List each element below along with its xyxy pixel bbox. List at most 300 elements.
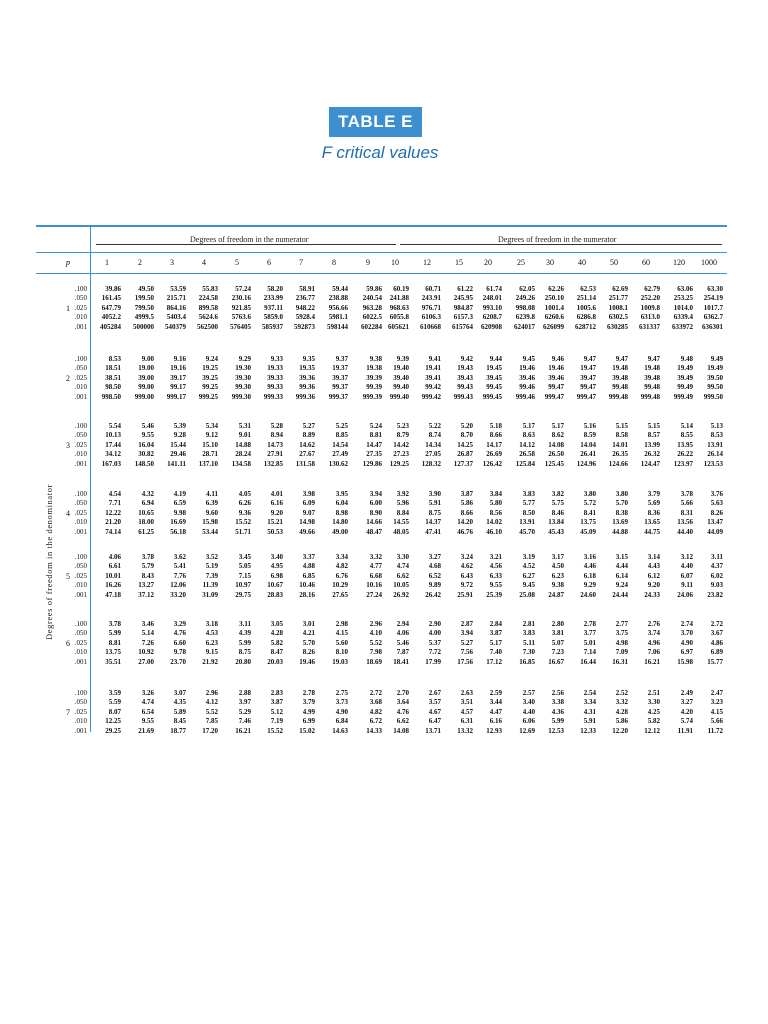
table-cell: 4.28 [270,629,283,638]
table-cell: 99.47 [548,383,564,392]
table-cell: 2.49 [680,689,693,697]
table-cell: 9.29 [238,355,251,363]
table-cell: 3.84 [489,490,502,498]
table-cell: 38.51 [105,373,121,382]
table-cell: 2.70 [396,689,409,697]
table-cell: 2.75 [335,689,348,697]
table-cell: 6239.8 [515,313,535,322]
table-cell: 5403.4 [166,313,186,322]
table-cell: 8.74 [428,431,441,440]
table-cell: 19.35 [299,364,315,373]
table-cell: 405284 [100,322,121,331]
p-value: .025 [74,303,87,312]
table-cell: 3.11 [711,553,723,561]
table-cell: 2.83 [270,689,283,697]
table-cell: 9.03 [710,581,723,590]
table-cell: 6.31 [460,717,473,726]
table-cell: 5.27 [302,422,315,430]
table-cell: 4.15 [335,629,348,638]
table-cell: 15.10 [202,440,218,449]
table-row [36,518,727,527]
table-cell: 8.38 [615,508,628,517]
table-cell: 636301 [702,322,723,331]
table-cell: 7.76 [173,571,186,580]
table-cell: 39.37 [332,373,348,382]
table-cell: 27.91 [267,450,283,459]
table-cell: 999.47 [544,392,564,401]
p-value: .100 [74,620,87,628]
table-cell: 3.51 [460,698,473,707]
table-cell: 9.98 [173,508,186,517]
table-cell: 7.40 [489,648,502,657]
p-value: .010 [74,450,87,459]
table-cell: 5.86 [615,717,628,726]
table-cell: 4.21 [302,629,315,638]
table-cell: 125.45 [544,459,564,468]
table-cell: 8.59 [583,431,596,440]
p-value: .050 [74,294,87,303]
table-cell: 5.34 [205,422,218,430]
table-cell: 5.23 [396,422,409,430]
p-value: .025 [74,373,87,382]
table-cell: 6208.7 [482,313,502,322]
numerator-underline-right [400,244,722,245]
table-cell: 20.03 [267,657,283,666]
table-cell: 12.53 [548,726,564,735]
p-value: .050 [74,364,87,373]
table-cell: 13.47 [707,518,723,527]
table-cell: 4.76 [173,629,186,638]
table-cell: 6.72 [369,717,382,726]
table-cell: 5.19 [205,562,218,571]
table-cell: 14.42 [393,440,409,449]
table-cell: 44.88 [612,527,628,536]
table-cell: 240.54 [362,294,382,303]
table-cell: 3.44 [489,698,502,707]
table-cell: 199.50 [134,294,154,303]
table-cell: 3.26 [141,689,154,697]
table-cell: 99.45 [486,383,502,392]
table-cell: 9.33 [270,355,283,363]
table-cell: 19.46 [519,364,535,373]
table-cell: 6.68 [369,571,382,580]
table-cell: 16.69 [170,518,186,527]
table-cell: 3.34 [335,553,348,561]
table-row [36,304,727,313]
table-cell: 8.31 [680,508,693,517]
table-cell: 799.50 [134,303,154,312]
table-cell: 14.25 [457,440,473,449]
table-cell: 630285 [607,322,628,331]
table-cell: 14.54 [332,440,348,449]
table-cell: 99.43 [457,383,473,392]
table-cell: 948.22 [295,303,315,312]
table-cell: 6.97 [680,648,693,657]
table-cell: 999.00 [134,392,154,401]
table-cell: 976.71 [421,303,441,312]
table-cell: 8.41 [583,508,596,517]
table-cell: 35.51 [105,657,121,666]
p-value: .100 [74,355,87,363]
table-cell: 39.48 [612,373,628,382]
table-cell: 5.70 [302,638,315,647]
table-cell: 605621 [388,322,409,331]
table-cell: 233.99 [263,294,283,303]
denominator-df: 3 [66,440,70,450]
table-cell: 6.00 [369,499,382,508]
table-cell: 2.98 [335,620,348,628]
table-row [36,294,727,303]
table-cell: 9.07 [302,508,315,517]
table-cell: 19.47 [580,364,596,373]
table-row [36,499,727,508]
table-cell: 8.46 [551,508,564,517]
table-cell: 123.53 [703,459,723,468]
p-value: .010 [74,313,87,322]
table-cell: 5.86 [460,499,473,508]
table-row [36,490,727,499]
table-cell: 5.22 [428,422,441,430]
p-value: .001 [74,657,87,666]
table-badge: TABLE E [329,107,422,137]
table-cell: 99.17 [170,383,186,392]
table-cell: 3.78 [108,620,121,628]
table-cell: 3.94 [460,629,473,638]
table-cell: 39.48 [644,373,660,382]
table-cell: 4.00 [428,629,441,638]
table-cell: 984.87 [453,303,473,312]
table-cell: 6313.0 [640,313,660,322]
table-cell: 4.01 [270,490,283,498]
table-cell: 4.31 [583,707,596,716]
table-cell: 11.72 [707,726,723,735]
table-cell: 4.37 [710,562,723,571]
table-cell: 5.17 [551,422,564,430]
table-cell: 4.28 [615,707,628,716]
table-cell: 125.84 [515,459,535,468]
table-cell: 602284 [361,322,382,331]
table-cell: 3.79 [647,490,660,498]
table-cell: 5.17 [489,638,502,647]
table-cell: 29.75 [235,590,251,599]
table-cell: 8.36 [647,508,660,517]
table-cell: 8.81 [369,431,382,440]
table-cell: 47.18 [105,590,121,599]
table-row [36,509,727,518]
table-cell: 3.74 [647,629,660,638]
table-cell: 49.00 [332,527,348,536]
table-cell: 999.50 [703,392,723,401]
table-cell: 6.06 [522,717,535,726]
table-cell: 8.53 [108,355,121,363]
table-cell: 631337 [639,322,660,331]
table-cell: 4.50 [551,562,564,571]
table-cell: 19.41 [425,364,441,373]
table-cell: 1001.4 [544,303,564,312]
table-cell: 10.65 [138,508,154,517]
table-cell: 9.72 [460,581,473,590]
table-cell: 12.22 [105,508,121,517]
table-cell: 8.07 [108,707,121,716]
table-cell: 5.16 [583,422,596,430]
table-row [36,374,727,383]
table-cell: 44.09 [707,527,723,536]
table-cell: 167.03 [101,459,121,468]
table-cell: 3.94 [369,490,382,498]
table-cell: 18.51 [105,364,121,373]
table-cell: 6.76 [335,571,348,580]
table-cell: 4.74 [141,698,154,707]
table-cell: 4.36 [551,707,564,716]
table-cell: 17.56 [457,657,473,666]
table-row [36,364,727,373]
table-cell: 8.89 [302,431,315,440]
table-cell: 28.71 [202,450,218,459]
table-cell: 39.36 [299,373,315,382]
table-cell: 8.70 [460,431,473,440]
table-cell: 3.68 [369,698,382,707]
table-cell: 3.90 [428,490,441,498]
table-cell: 9.20 [647,581,660,590]
table-cell: 5981.1 [328,313,348,322]
table-cell: 999.49 [673,392,693,401]
table-cell: 7.71 [108,499,121,508]
table-row [36,422,727,431]
table-cell: 999.37 [328,392,348,401]
table-cell: 14.08 [548,440,564,449]
table-cell: 9.39 [396,355,409,363]
table-cell: 9.48 [680,355,693,363]
table-cell: 592873 [294,322,315,331]
table-cell: 5624.6 [198,313,218,322]
table-cell: 4.05 [238,490,251,498]
table-cell: 999.42 [421,392,441,401]
table-cell: 9.55 [489,581,502,590]
table-cell: 8.57 [647,431,660,440]
table-cell: 13.99 [644,440,660,449]
p-value: .001 [74,527,87,536]
table-cell: 15.52 [267,726,283,735]
table-cell: 39.49 [677,373,693,382]
table-cell: 3.21 [489,553,502,561]
table-cell: 18.69 [366,657,382,666]
table-cell: 10.16 [366,581,382,590]
table-cell: 5.66 [710,717,723,726]
table-cell: 8.84 [396,508,409,517]
table-cell: 9.78 [173,648,186,657]
table-cell: 3.29 [173,620,186,628]
table-cell: 10.92 [138,648,154,657]
table-cell: 5.79 [141,562,154,571]
table-cell: 252.20 [640,294,660,303]
table-cell: 4.95 [270,562,283,571]
table-cell: 27.05 [425,450,441,459]
table-cell: 9.47 [583,355,596,363]
table-cell: 19.48 [644,364,660,373]
column-header: 1 [105,258,109,267]
table-cell: 999.46 [515,392,535,401]
table-cell: 6.47 [428,717,441,726]
table-cell: 19.03 [332,657,348,666]
table-cell: 6.16 [489,717,502,726]
table-cell: 3.87 [270,698,283,707]
table-cell: 9.55 [141,717,154,726]
table-cell: 14.80 [332,518,348,527]
p-value: .001 [74,322,87,331]
table-cell: 5.24 [369,422,382,430]
table-cell: 8.43 [141,571,154,580]
p-value: .050 [74,431,87,440]
table-cell: 921.85 [231,303,251,312]
numerator-underline-left [96,244,396,245]
table-cell: 13.71 [425,726,441,735]
table-cell: 3.59 [108,689,121,697]
table-row [36,629,727,638]
table-cell: 4.10 [369,629,382,638]
table-cell: 99.50 [707,383,723,392]
table-cell: 8.63 [522,431,535,440]
table-cell: 8.55 [680,431,693,440]
table-row [36,323,727,332]
table-cell: 3.23 [710,698,723,707]
table-cell: 3.78 [141,553,154,561]
table-cell: 250.10 [544,294,564,303]
table-cell: 9.29 [583,581,596,590]
table-cell: 23.70 [170,657,186,666]
table-cell: 19.40 [393,364,409,373]
table-cell: 585937 [262,322,283,331]
table-cell: 9.16 [173,355,186,363]
table-cell: 4.82 [369,707,382,716]
table-cell: 10.67 [267,581,283,590]
table-cell: 6.33 [489,571,502,580]
table-cell: 4.99 [302,707,315,716]
table-cell: 5.91 [428,499,441,508]
table-cell: 8.81 [108,638,121,647]
table-cell: 7.23 [551,648,564,657]
table-cell: 3.83 [522,490,535,498]
table-cell: 12.12 [644,726,660,735]
table-cell: 3.05 [270,620,283,628]
table-cell: 12.33 [580,726,596,735]
table-cell: 61.25 [138,527,154,536]
table-cell: 899.58 [198,303,218,312]
table-cell: 26.14 [707,450,723,459]
table-cell: 123.97 [673,459,693,468]
table-cell: 5.82 [647,717,660,726]
column-header: 15 [455,258,463,267]
table-cell: 3.12 [680,553,693,561]
column-header: 12 [423,258,431,267]
table-row [36,383,727,392]
table-cell: 99.40 [393,383,409,392]
table-cell: 48.05 [393,527,409,536]
table-cell: 8.79 [396,431,409,440]
table-cell: 9.45 [522,581,535,590]
table-cell: 5.05 [238,562,251,571]
table-cell: 15.52 [235,518,251,527]
column-header: 10 [391,258,399,267]
table-cell: 5.37 [428,638,441,647]
table-cell: 24.06 [677,590,693,599]
table-cell: 26.50 [548,450,564,459]
table-row [36,717,727,726]
table-cell: 124.96 [576,459,596,468]
table-cell: 13.91 [707,440,723,449]
denominator-df: 5 [66,571,70,581]
table-cell: 4.35 [173,698,186,707]
table-cell: 4.82 [335,562,348,571]
table-cell: 6.23 [205,638,218,647]
table-cell: 99.37 [332,383,348,392]
table-cell: 19.16 [170,364,186,373]
table-cell: 14.34 [425,440,441,449]
table-cell: 27.24 [366,590,382,599]
table-cell: 99.49 [677,383,693,392]
column-header: 5 [235,258,239,267]
table-cell: 19.49 [707,364,723,373]
table-cell: 8.90 [369,508,382,517]
table-cell: 243.91 [421,294,441,303]
table-cell: 3.11 [239,620,251,628]
table-cell: 2.72 [710,620,723,628]
table-cell: 39.40 [393,373,409,382]
table-cell: 98.50 [105,383,121,392]
table-row [36,620,727,629]
table-cell: 4.96 [647,638,660,647]
table-cell: 26.92 [393,590,409,599]
table-cell: 999.40 [389,392,409,401]
table-cell: 4.06 [396,629,409,638]
table-cell: 10.97 [235,581,251,590]
table-cell: 8.85 [335,431,348,440]
table-cell: 12.69 [519,726,535,735]
table-cell: 99.48 [612,383,628,392]
table-cell: 26.87 [457,450,473,459]
table-cell: 19.48 [612,364,628,373]
table-cell: 5.75 [551,499,564,508]
table-cell: 1005.6 [576,303,596,312]
table-cell: 14.55 [393,518,409,527]
table-cell: 7.06 [647,648,660,657]
table-cell: 3.92 [396,490,409,498]
table-cell: 8.66 [489,431,502,440]
table-cell: 1009.8 [640,303,660,312]
table-cell: 620908 [481,322,502,331]
table-cell: 3.67 [710,629,723,638]
table-cell: 5.14 [680,422,693,430]
table-cell: 137.10 [198,459,218,468]
table-cell: 999.47 [576,392,596,401]
table-cell: 129.86 [362,459,382,468]
table-cell: 14.01 [612,440,628,449]
table-cell: 9.12 [205,431,218,440]
table-cell: 21.69 [138,726,154,735]
table-cell: 46.10 [486,527,502,536]
table-cell: 4.88 [302,562,315,571]
table-cell: 253.25 [673,294,693,303]
table-cell: 8.62 [551,431,564,440]
table-cell: 26.22 [677,450,693,459]
table-cell: 5.66 [680,499,693,508]
table-cell: 3.79 [302,698,315,707]
table-cell: 5.99 [108,629,121,638]
table-cell: 15.44 [170,440,186,449]
table-cell: 59.44 [332,285,348,293]
column-header: 7 [299,258,303,267]
table-cell: 5.25 [335,422,348,430]
table-cell: 8.47 [270,648,283,657]
